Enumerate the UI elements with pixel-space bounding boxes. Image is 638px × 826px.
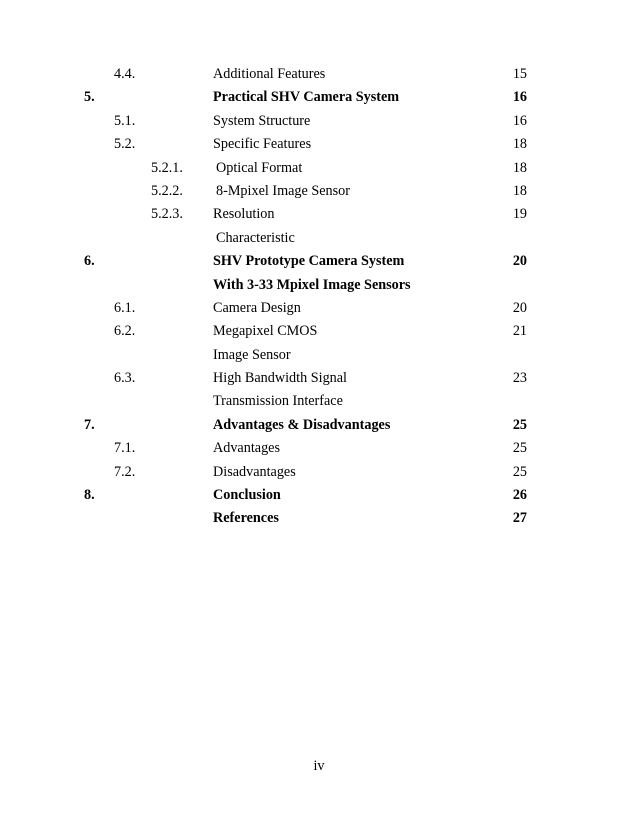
toc-entry-number: 5. (84, 89, 95, 106)
toc-entry (0, 345, 638, 368)
toc-entry-number: 7.2. (114, 463, 136, 480)
toc-entry-title: Practical SHV Camera System (213, 89, 400, 106)
toc-entry-number: 5.1. (114, 112, 136, 129)
toc-entry-number: 7.1. (114, 440, 136, 457)
toc-entry-page: 20 (512, 253, 527, 270)
toc-entry (0, 415, 638, 438)
page-number: iv (313, 758, 325, 774)
toc-entry (0, 204, 638, 227)
toc-entry-number: 5.2.2. (151, 182, 183, 199)
toc-entry-title: References (213, 510, 279, 527)
toc-entry-page: 19 (512, 206, 527, 223)
toc-entry-page: 25 (512, 440, 527, 457)
toc-entry-title: Specific Features (213, 136, 312, 153)
toc-entry (0, 275, 638, 298)
toc-entry-page: 25 (512, 463, 527, 480)
toc-entry (0, 134, 638, 157)
toc-entry-title: Resolution (213, 206, 275, 223)
toc-entry-title: High Bandwidth Signal (213, 370, 347, 387)
toc-entry-title: SHV Prototype Camera System (213, 253, 405, 270)
toc-entry-title: Advantages & Disadvantages (213, 416, 391, 433)
toc-entry-title: Megapixel CMOS (213, 323, 318, 340)
toc-entry-title: 8-Mpixel Image Sensor (216, 182, 350, 199)
toc-entry (0, 181, 638, 204)
toc-entry-title: Conclusion (213, 487, 281, 504)
toc-entry (0, 158, 638, 181)
toc-entry (0, 485, 638, 508)
toc-entry-title: With 3-33 Mpixel Image Sensors (213, 276, 411, 293)
toc-entry-title: Additional Features (213, 66, 326, 82)
toc-entry-title: Image Sensor (213, 346, 291, 363)
toc-entry-number: 5.2. (114, 136, 136, 153)
table-of-contents (0, 64, 638, 532)
toc-entry (0, 368, 638, 391)
toc-entry-number: 6.2. (114, 323, 136, 340)
toc-entry-title: Transmission Interface (213, 393, 343, 410)
toc-entry-number: 6.1. (114, 299, 136, 316)
toc-entry-number: 5.2.1. (151, 159, 183, 176)
toc-entry (0, 298, 638, 321)
toc-entry-page: 27 (512, 510, 527, 527)
toc-entry-number: 6. (84, 253, 95, 270)
toc-entry-title: Camera Design (213, 299, 301, 316)
toc-entry-page: 18 (512, 159, 527, 176)
toc-entry-title: Characteristic (216, 229, 295, 246)
toc-entry-title: Advantages (213, 440, 280, 457)
toc-entry (0, 391, 638, 414)
toc-entry-page: 25 (512, 416, 527, 433)
toc-entry (0, 321, 638, 344)
toc-entry-number: 8. (84, 487, 95, 504)
toc-entry-number: 4.4. (114, 66, 136, 82)
toc-entry (0, 64, 638, 87)
toc-entry-page: 16 (512, 112, 527, 129)
toc-entry (0, 111, 638, 134)
toc-entry (0, 87, 638, 110)
toc-entry-title: Optical Format (216, 159, 303, 176)
toc-entry (0, 508, 638, 531)
toc-entry-title: Disadvantages (213, 463, 296, 480)
toc-entry-number: 6.3. (114, 370, 136, 387)
toc-entry (0, 438, 638, 461)
toc-entry-page: 20 (512, 299, 527, 316)
toc-entry-page: 15 (512, 66, 527, 82)
toc-entry (0, 251, 638, 274)
toc-entry (0, 462, 638, 485)
toc-entry-page: 18 (512, 182, 527, 199)
toc-entry-number: 7. (84, 416, 95, 433)
toc-entry (0, 228, 638, 251)
toc-entry-page: 16 (512, 89, 527, 106)
toc-entry-title: System Structure (213, 112, 311, 129)
toc-entry-page: 18 (512, 136, 527, 153)
toc-entry-page: 21 (512, 323, 527, 340)
toc-entry-page: 23 (512, 370, 527, 387)
toc-entry-number: 5.2.3. (151, 206, 183, 223)
toc-entry-page: 26 (512, 487, 527, 504)
